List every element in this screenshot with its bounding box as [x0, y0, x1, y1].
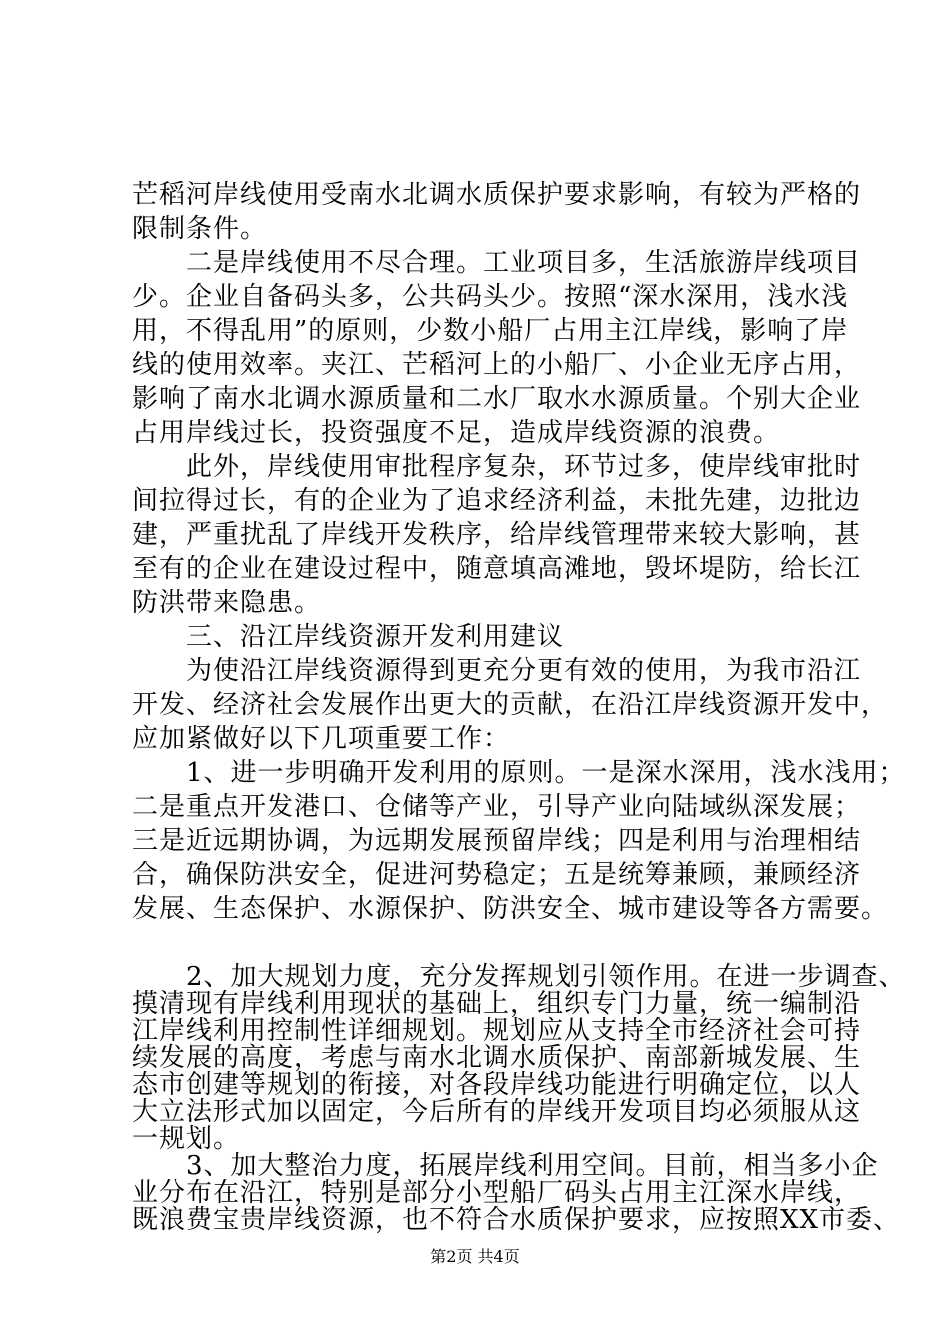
text-line: 开发、经济社会发展作出更大的贡献，在沿江岸线资源开发中，	[132, 690, 889, 720]
text-line: 2、加大规划力度，充分发挥规划引领作用。在进一步调查、	[132, 962, 906, 992]
text-line: 三是近远期协调，为远期发展预留岸线；四是利用与治理相结	[132, 826, 862, 856]
text-line: 应加紧做好以下几项重要工作：	[132, 724, 511, 754]
text-line: 江岸线利用控制性详细规划。规划应从支持全市经济社会可持	[132, 1016, 862, 1046]
text-line: 二是岸线使用不尽合理。工业项目多，生活旅游岸线项目	[132, 248, 862, 278]
text-line: 占用岸线过长，投资强度不足，造成岸线资源的浪费。	[132, 418, 781, 448]
text-line: 续发展的高度，考虑与南水北调水质保护、南部新城发展、生	[132, 1043, 862, 1073]
text-line: 大立法形式加以固定，今后所有的岸线开发项目均必须服从这	[132, 1097, 862, 1127]
text-line: 为使沿江岸线资源得到更充分更有效的使用，为我市沿江	[132, 656, 862, 686]
text-line: 既浪费宝贵岸线资源，也不符合水质保护要求，应按照XX市委、	[132, 1205, 901, 1235]
text-line: 线的使用效率。夹江、芒稻河上的小船厂、小企业无序占用，	[132, 350, 862, 380]
text-line: 二是重点开发港口、仓储等产业，引导产业向陆域纵深发展；	[132, 792, 862, 822]
page-number: 第2页 共4页	[430, 1247, 520, 1266]
text-line: 一规划。	[132, 1124, 241, 1154]
text-line: 限制条件。	[132, 214, 268, 244]
text-line: 1、进一步明确开发利用的原则。一是深水深用，浅水浅用；	[132, 758, 906, 788]
text-line: 建，严重扰乱了岸线开发秩序，给岸线管理带来较大影响，甚	[132, 520, 862, 550]
text-line: 至有的企业在建设过程中，随意填高滩地，毁坏堤防，给长江	[132, 554, 862, 584]
text-line: 业分布在沿江，特别是部分小型船厂码头占用主江深水岸线，	[132, 1178, 862, 1208]
text-line: 少。企业自备码头多，公共码头少。按照“深水深用，浅水浅	[132, 282, 849, 312]
text-line: 此外，岸线使用审批程序复杂，环节过多，使岸线审批时	[132, 452, 862, 482]
section-heading: 三、沿江岸线资源开发利用建议	[132, 622, 565, 652]
text-line: 发展、生态保护、水源保护、防洪安全、城市建设等各方需要。	[132, 894, 889, 924]
text-line: 影响了南水北调水源质量和二水厂取水水源质量。个别大企业	[132, 384, 862, 414]
text-line: 合，确保防洪安全，促进河势稳定；五是统筹兼顾，兼顾经济	[132, 860, 862, 890]
text-line: 间拉得过长，有的企业为了追求经济利益，未批先建，边批边	[132, 486, 862, 516]
text-line: 芒稻河岸线使用受南水北调水质保护要求影响，有较为严格的	[132, 180, 862, 210]
text-line: 防洪带来隐患。	[132, 588, 322, 618]
text-line: 用，不得乱用”的原则，少数小船厂占用主江岸线，影响了岸	[132, 316, 849, 346]
text-line: 摸清现有岸线利用现状的基础上，组织专门力量，统一编制沿	[132, 989, 862, 1019]
text-line: 态市创建等规划的衔接，对各段岸线功能进行明确定位，以人	[132, 1070, 862, 1100]
text-line: 3、加大整治力度，拓展岸线利用空间。目前，相当多小企	[132, 1151, 879, 1181]
